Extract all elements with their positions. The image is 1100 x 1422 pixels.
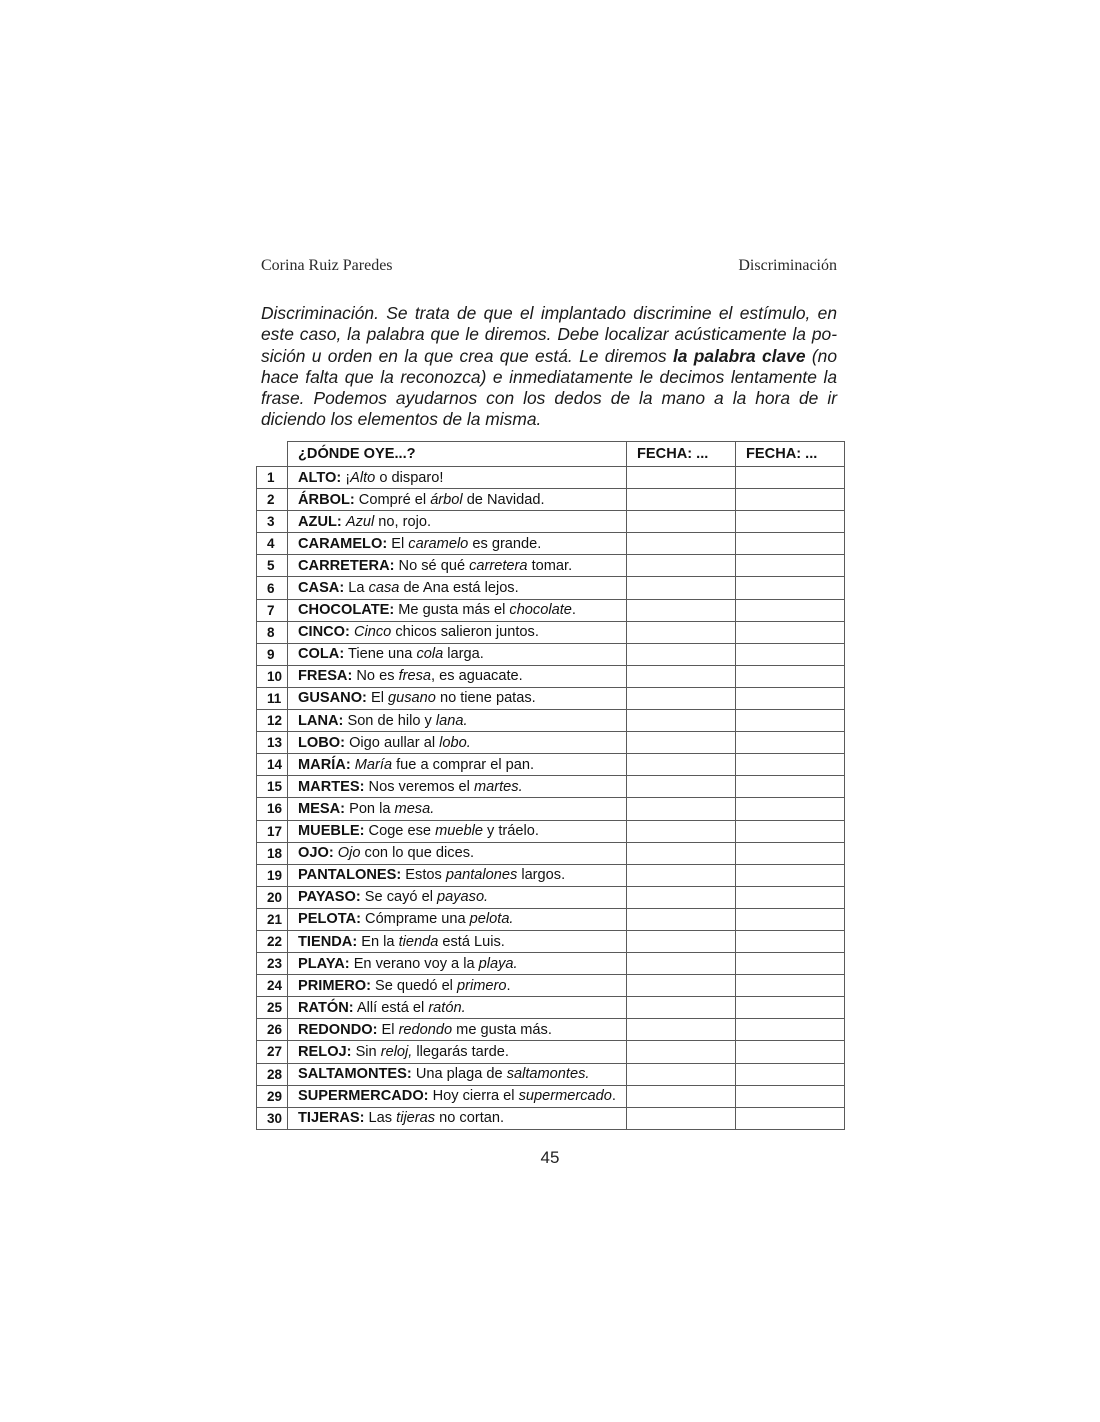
row-number: 30 [257,1107,288,1129]
sentence-text: No es [352,668,399,685]
sentence-cell [288,1085,627,1107]
date-cell-2[interactable] [736,908,845,930]
keyword: CASA: [298,580,345,597]
sentence-cell [288,577,627,599]
row-number: 23 [257,953,288,975]
sentence-cell [288,886,627,908]
date-cell-1[interactable] [627,1085,736,1107]
date-cell-1[interactable] [627,643,736,665]
date-cell-2[interactable] [736,975,845,997]
sentence-text: , es aguacate. [431,668,523,685]
sentence-keyword-italic: chocolate [509,602,572,619]
keyword: MUEBLE: [298,823,365,840]
date-cell-2[interactable] [736,555,845,577]
sentence-text: Tiene una [344,646,417,663]
sentence-text: . [506,977,511,994]
running-head-section: Discriminación [738,257,837,274]
sentence-cell [288,1107,627,1129]
keyword: COLA: [298,646,345,663]
sentence-text: No sé qué [394,557,470,574]
sentence-cell [288,643,627,665]
row-number: 2 [257,489,288,511]
table-row [257,1041,845,1063]
sentence-keyword-italic: cola [416,646,444,663]
row-number: 26 [257,1019,288,1041]
date-cell-1[interactable] [627,732,736,754]
date-cell-2[interactable] [736,886,845,908]
sentence-text: de Navidad. [462,491,545,508]
sentence-cell [288,930,627,952]
row-number: 15 [257,776,288,798]
sentence-text: no cortan. [435,1110,505,1127]
sentence-text: Estos [401,867,446,884]
date-cell-2[interactable] [736,665,845,687]
date-cell-1[interactable] [627,555,736,577]
sentence-text: Coge ese [364,823,436,840]
row-number: 9 [257,643,288,665]
keyword: MESA: [298,800,346,817]
sentence-cell [288,621,627,643]
date-cell-1[interactable] [627,599,736,621]
table-row [257,908,845,930]
date-cell-2[interactable] [736,776,845,798]
sentence-text: es grande. [468,535,542,552]
row-number: 7 [257,599,288,621]
date-cell-1[interactable] [627,864,736,886]
sentence-cell [288,599,627,621]
date-cell-2[interactable] [736,1085,845,1107]
keyword: CARRETERA: [298,557,395,574]
date-cell-2[interactable] [736,467,845,489]
date-cell-2[interactable] [736,842,845,864]
intro-keyword-bold: la palabra clave [672,345,806,366]
date-cell-1[interactable] [627,908,736,930]
row-number: 28 [257,1063,288,1085]
table-header-row [257,442,845,467]
sentence-keyword-italic: primero [456,977,507,994]
keyword: OJO: [298,845,334,862]
sentence-text: llegarás tarde. [412,1043,509,1060]
keyword: PRIMERO: [298,977,371,994]
keyword: PELOTA: [298,911,361,928]
date-cell-2[interactable] [736,1019,845,1041]
sentence-keyword-italic: árbol [430,491,463,508]
date-cell-1[interactable] [627,754,736,776]
sentence-cell [288,776,627,798]
sentence-text: no, rojo. [374,513,432,530]
sentence-text: El [366,690,389,707]
table-row [257,776,845,798]
sentence-keyword-italic: mueble [435,823,483,840]
keyword: LANA: [298,712,344,729]
date-cell-2[interactable] [736,732,845,754]
date-cell-2[interactable] [736,533,845,555]
row-number: 6 [257,577,288,599]
sentence-text: con lo que dices. [360,845,475,862]
table-body [257,467,845,1130]
date-cell-1[interactable] [627,997,736,1019]
keyword: TIJERAS: [298,1110,365,1127]
sentence-keyword-italic: tienda [398,933,439,950]
sentence-text: fue a comprar el pan. [392,756,535,773]
date-cell-1[interactable] [627,842,736,864]
keyword: MARÍA: [298,756,351,773]
keyword: REDONDO: [298,1021,378,1038]
sentence-cell [288,1063,627,1085]
sentence-text: no tiene patas. [435,690,536,707]
date-cell-2[interactable] [736,1063,845,1085]
row-number: 25 [257,997,288,1019]
sentence-text: . [571,602,576,619]
sentence-cell [288,953,627,975]
date-cell-1[interactable] [627,489,736,511]
date-cell-1[interactable] [627,975,736,997]
sentence-text: chicos salieron juntos. [391,624,539,641]
keyword: AZUL: [298,513,342,530]
date-cell-1[interactable] [627,953,736,975]
table-row [257,1107,845,1129]
date-cell-1[interactable] [627,467,736,489]
row-number: 4 [257,533,288,555]
sentence-keyword-italic: Cinco [353,624,392,641]
sentence-keyword-italic: Alto [350,469,376,486]
table-row [257,997,845,1019]
table-row [257,1063,845,1085]
table-row [257,710,845,732]
date-cell-2[interactable] [736,864,845,886]
date-cell-2[interactable] [736,577,845,599]
sentence-text: El [387,535,409,552]
sentence-keyword-italic: lobo. [439,734,471,751]
table-row [257,621,845,643]
sentence-text: Son de hilo y [343,712,436,729]
sentence-cell [288,820,627,842]
table-row [257,555,845,577]
sentence-text: El [377,1021,399,1038]
keyword: PLAYA: [298,955,350,972]
date-cell-1[interactable] [627,1107,736,1129]
date-cell-2[interactable] [736,1041,845,1063]
keyword: RELOJ: [298,1043,352,1060]
sentence-cell [288,975,627,997]
table-row [257,864,845,886]
date-cell-2[interactable] [736,997,845,1019]
date-cell-1[interactable] [627,1019,736,1041]
intro-paragraph [261,303,837,431]
table-row [257,533,845,555]
row-number: 10 [257,665,288,687]
sentence-text: y tráelo. [482,823,539,840]
table-row [257,975,845,997]
sentence-keyword-italic: lana. [435,712,468,729]
date-cell-2[interactable] [736,953,845,975]
table-row [257,820,845,842]
sentence-text: Cómprame una [360,911,470,928]
date-cell-1[interactable] [627,687,736,709]
row-number: 24 [257,975,288,997]
date-cell-1[interactable] [627,533,736,555]
date-cell-2[interactable] [736,621,845,643]
keyword: SALTAMONTES: [298,1066,412,1083]
sentence-text: Una plaga de [411,1066,507,1083]
row-number: 29 [257,1085,288,1107]
sentence-cell [288,489,627,511]
sentence-text: de Ana está lejos. [399,580,519,597]
sentence-text: En verano voy a la [349,955,479,972]
sentence-text: ¡ [341,469,351,486]
where-hears-column-header: ¿DÓNDE OYE...? [288,442,627,467]
sentence-text: Compré el [354,491,431,508]
sentence-keyword-italic: supermercado [518,1088,612,1105]
sentence-keyword-italic: mesa. [394,800,435,817]
sentence-cell [288,687,627,709]
table-row [257,489,845,511]
table-row [257,754,845,776]
date-cell-1[interactable] [627,930,736,952]
table-row [257,511,845,533]
table-row [257,842,845,864]
sentence-text: tomar. [527,557,573,574]
date-cell-2[interactable] [736,930,845,952]
date-cell-1[interactable] [627,776,736,798]
row-number: 27 [257,1041,288,1063]
sentence-keyword-italic: reloj, [380,1043,413,1060]
date-cell-1[interactable] [627,621,736,643]
keyword: FRESA: [298,668,353,685]
sentence-text: Se cayó el [360,889,437,906]
date-cell-2[interactable] [736,710,845,732]
date-cell-1[interactable] [627,1063,736,1085]
row-number: 5 [257,555,288,577]
date-cell-2[interactable] [736,687,845,709]
date-cell-2[interactable] [736,599,845,621]
keyword: TIENDA: [298,933,358,950]
keyword: CARAMELO: [298,535,388,552]
row-number: 19 [257,864,288,886]
date-cell-2[interactable] [736,511,845,533]
date-cell-1[interactable] [627,1041,736,1063]
row-number: 17 [257,820,288,842]
sentence-text: En la [357,933,399,950]
keyword: MARTES: [298,778,365,795]
sentence-keyword-italic: casa [368,580,400,597]
table-row [257,1019,845,1041]
sentence-cell [288,511,627,533]
table-row [257,1085,845,1107]
discrimination-table [256,441,845,1130]
table-row [257,886,845,908]
date-cell-2[interactable] [736,643,845,665]
table-row [257,732,845,754]
row-number: 21 [257,908,288,930]
sentence-keyword-italic: Ojo [337,845,361,862]
keyword: SUPERMERCADO: [298,1088,429,1105]
intro-text-part2: (no hace falta que la reconozca) e inmediatamente le decimos lentamente la frase. Podemos ayudarnos con los dedos de la mano a la hora de ir diciendo los elementos de la misma. [261,345,838,430]
row-number: 22 [257,930,288,952]
row-number: 12 [257,710,288,732]
table-row [257,687,845,709]
table-row [257,953,845,975]
sentence-text: Me gusta más el [394,602,510,619]
row-number: 13 [257,732,288,754]
keyword: CHOCOLATE: [298,602,395,619]
sentence-text: largos. [517,867,566,884]
date-cell-1[interactable] [627,798,736,820]
sentence-keyword-italic: Azul [345,513,375,530]
intro-text-part1: Discriminación. Se trata de que el implantado discrimine el estímulo, en este caso, la palabra que le diremos. Debe localizar acústicamente la posición u orden en la que crea que está. Le diremos [261,303,837,366]
date-cell-2[interactable] [736,1107,845,1129]
sentence-keyword-italic: caramelo [408,535,469,552]
keyword: LOBO: [298,734,346,751]
sentence-text: larga. [443,646,484,663]
sentence-text: Las [364,1110,397,1127]
date-column-header-2: FECHA: ... [736,442,845,467]
sentence-keyword-italic: redondo [398,1021,453,1038]
row-number: 16 [257,798,288,820]
sentence-cell [288,754,627,776]
date-cell-1[interactable] [627,710,736,732]
sentence-text: Se quedó el [370,977,457,994]
keyword: PANTALONES: [298,867,402,884]
date-cell-1[interactable] [627,577,736,599]
sentence-text: está Luis. [438,933,505,950]
sentence-cell [288,710,627,732]
sentence-text: Nos veremos el [364,778,474,795]
row-number: 8 [257,621,288,643]
sentence-text: me gusta más. [452,1021,552,1038]
sentence-cell [288,665,627,687]
sentence-cell [288,864,627,886]
sentence-text: Pon la [345,800,395,817]
sentence-cell [288,1041,627,1063]
row-number: 11 [257,687,288,709]
sentence-keyword-italic: María [354,756,393,773]
table-row [257,665,845,687]
date-column-header-1: FECHA: ... [627,442,736,467]
row-number: 3 [257,511,288,533]
sentence-keyword-italic: fresa [398,668,432,685]
row-number: 20 [257,886,288,908]
keyword: ÁRBOL: [298,491,355,508]
sentence-cell [288,1019,627,1041]
sentence-keyword-italic: gusano [388,690,436,707]
date-cell-1[interactable] [627,511,736,533]
sentence-text: o disparo! [375,469,444,486]
date-cell-2[interactable] [736,798,845,820]
row-number: 1 [257,467,288,489]
sentence-cell [288,842,627,864]
row-number: 18 [257,842,288,864]
sentence-text: . [611,1088,616,1105]
page-number: 45 [540,1148,560,1167]
sentence-cell [288,798,627,820]
date-cell-2[interactable] [736,820,845,842]
sentence-cell [288,555,627,577]
sentence-keyword-italic: carretera [469,557,528,574]
table-row [257,643,845,665]
number-column-header [257,442,288,467]
keyword: ALTO: [298,469,342,486]
date-cell-1[interactable] [627,886,736,908]
sentence-text: Allí está el [353,999,429,1016]
sentence-keyword-italic: saltamontes. [506,1066,590,1083]
keyword: RATÓN: [298,999,354,1016]
table-row [257,599,845,621]
sentence-text: La [344,580,369,597]
sentence-keyword-italic: pantalones [445,867,518,884]
sentence-cell [288,732,627,754]
table-row [257,467,845,489]
keyword: PAYASO: [298,889,361,906]
sentence-text: Oigo aullar al [345,734,440,751]
table-row [257,930,845,952]
sentence-cell [288,533,627,555]
sentence-keyword-italic: pelota. [469,911,514,928]
keyword: GUSANO: [298,690,367,707]
date-cell-1[interactable] [627,820,736,842]
sentence-text: Sin [351,1043,381,1060]
sentence-keyword-italic: tijeras [396,1110,436,1127]
sentence-keyword-italic: playa. [478,955,518,972]
keyword: CINCO: [298,624,350,641]
sentence-cell [288,467,627,489]
row-number: 14 [257,754,288,776]
date-cell-2[interactable] [736,489,845,511]
sentence-keyword-italic: payaso. [437,889,489,906]
table-row [257,577,845,599]
sentence-cell [288,997,627,1019]
sentence-keyword-italic: ratón. [428,999,466,1016]
date-cell-1[interactable] [627,665,736,687]
sentence-keyword-italic: martes. [473,778,523,795]
sentence-cell [288,908,627,930]
sentence-text: Hoy cierra el [428,1088,519,1105]
table-row [257,798,845,820]
running-head-author: Corina Ruiz Paredes [261,257,393,274]
date-cell-2[interactable] [736,754,845,776]
